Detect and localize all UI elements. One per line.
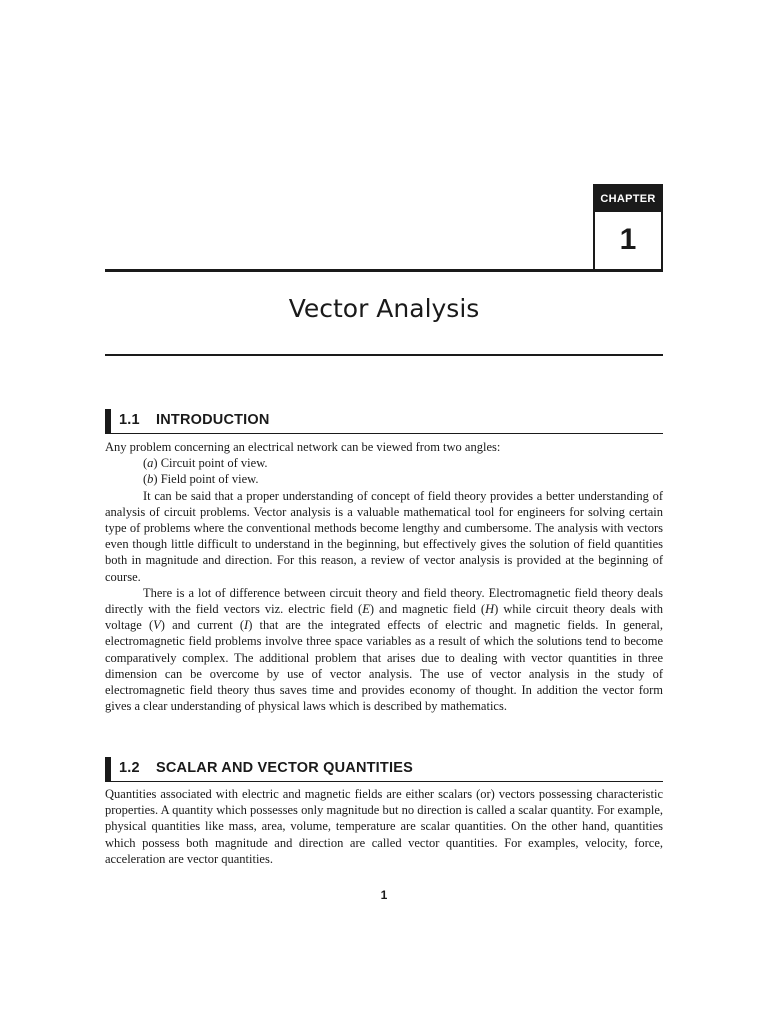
scalar-vector-paragraph: Quantities associated with electric and magnetic fields are either scalars (or) vectors possessing characteristic properties. A quantity which possesses only magnitude but no direction is called a scalar quantity. For example, physical quantities like mass, area, volume, temperature are scalar quantities. On the other hand, quantities which possess both magnitude and direction are called vector quantities. For examples, velocity, force, acceleration are vector quantities. — [105, 787, 663, 866]
list-marker: b — [147, 472, 154, 487]
chapter-number: 1 — [619, 223, 637, 256]
section-marker-bar — [105, 757, 111, 781]
list-item: (b) Field point of view. — [143, 472, 259, 487]
list-item: (a) Circuit point of view. — [143, 456, 268, 471]
intro-lead: Any problem concerning an electrical network can be viewed from two angles: — [105, 440, 501, 454]
intro-paragraph-1: It can be said that a proper understanding of concept of field theory provides a better understanding of analysis of circuit problems. Vector analysis is a valuable mathematical tool for engineers for solving certain type of problems where the conventional methods become lengthy and cumbersome. The analysis with vectors even though little difficult to understand in the beginning, but effectively gives the solution of field quantities both in magnitude and direction. For this reason, a review of vector analysis is provided at the beginning of course. — [105, 488, 663, 584]
chapter-label: CHAPTER — [595, 186, 661, 212]
page-number: 1 — [380, 888, 388, 902]
section-heading-introduction — [105, 409, 663, 434]
section-heading-scalar-vector — [105, 757, 663, 782]
intro-paragraph-2: There is a lot of difference between circuit theory and field theory. Electromagnetic field theory deals directly with the field vectors viz. electric field (E) and magnetic field (H) while circuit theory deals with voltage (V) and current (I) that are the integrated effects of electric and magnetic fields. In general, electromagnetic field problems involve three space variables as a result of which the solutions tend to become comparatively complex. The additional problem that arises due to dealing with vector quantities in three dimension can be overcome by use of vector analysis. The use of vector analysis in the study of electromagnetic field theory thus saves time and provides economy of thought. In addition the vector form gives a clear understanding of physical laws which is described by mathematics. — [105, 585, 664, 714]
chapter-rule-bottom — [105, 354, 663, 356]
scalar-vector-body — [105, 786, 663, 867]
section-number: 1.1 — [119, 412, 140, 428]
section-title: SCALAR AND VECTOR QUANTITIES — [156, 760, 413, 776]
list-marker: a — [147, 456, 154, 471]
section-marker-bar — [105, 409, 111, 433]
chapter-box — [593, 184, 663, 272]
introduction-body — [105, 439, 663, 714]
chapter-rule-top — [105, 269, 663, 272]
section-title: INTRODUCTION — [156, 412, 270, 428]
chapter-title: Vector Analysis — [288, 294, 480, 323]
section-number: 1.2 — [119, 760, 140, 776]
